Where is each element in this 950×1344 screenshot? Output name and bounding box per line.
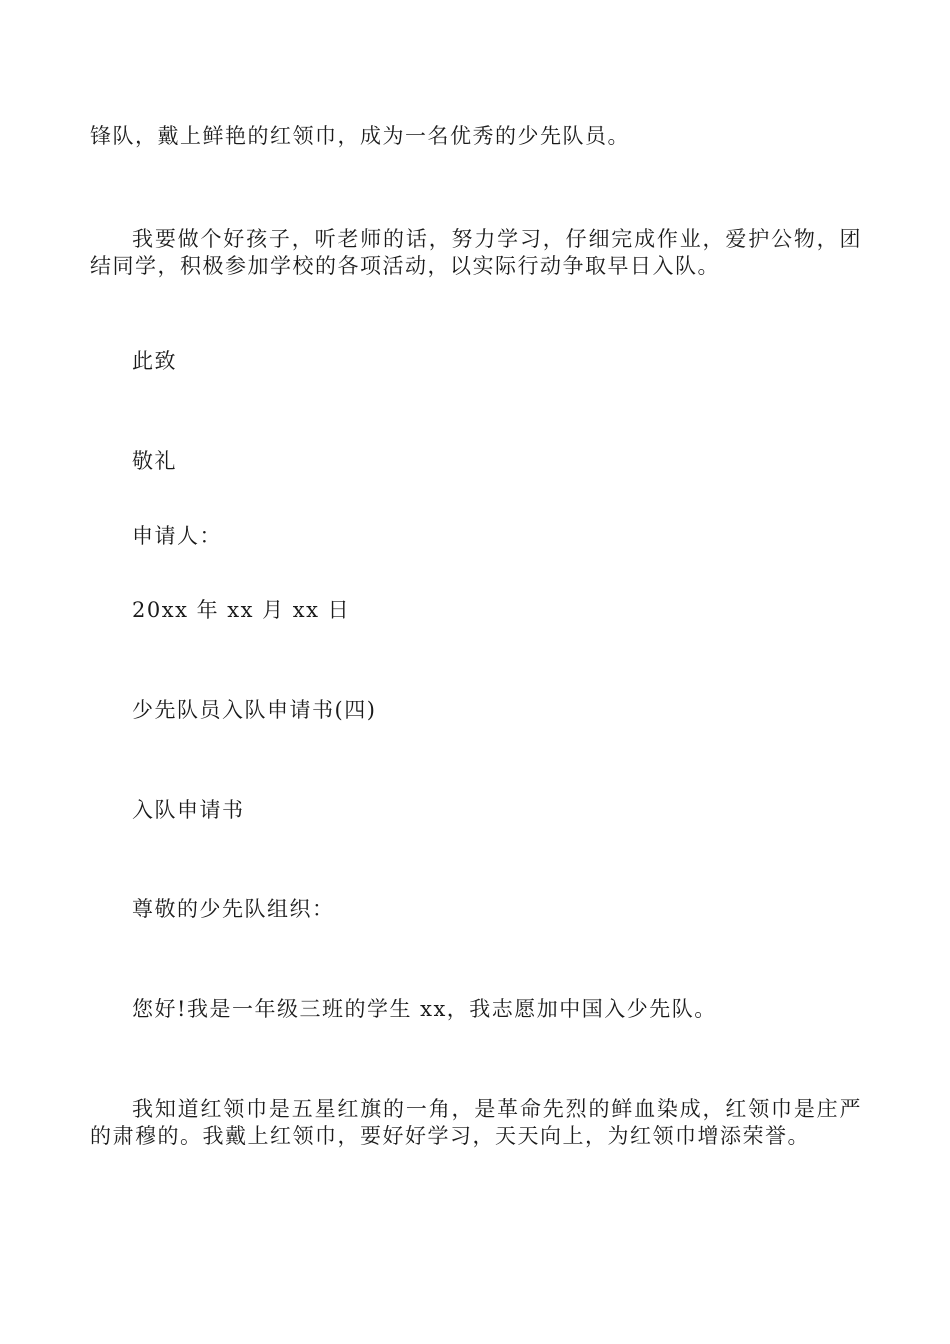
closing-cizhi: 此致 [132, 349, 177, 373]
salutation: 尊敬的少先队组织： [132, 897, 335, 921]
section-title: 少先队员入队申请书(四) [132, 698, 377, 722]
paragraph-greeting: 您好!我是一年级三班的学生 xx，我志愿加中国入少先队。 [132, 997, 717, 1021]
letter-title: 入队申请书 [132, 798, 245, 822]
closing-jingli: 敬礼 [132, 449, 177, 473]
date-line: 20xx 年 xx 月 xx 日 [132, 598, 351, 622]
applicant-label: 申请人： [132, 524, 222, 548]
paragraph-good-child: 我要做个好孩子，听老师的话，努力学习，仔细完成作业，爱护公物，团结同学，积极参加学校的各项活动，以实际行动争取早日入队。 [90, 227, 862, 278]
paragraph-red-scarf: 我知道红领巾是五星红旗的一角，是革命先烈的鲜血染成，红领巾是庄严的肃穆的。我戴上红领巾，要好好学习，天天向上，为红领巾增添荣誉。 [90, 1097, 862, 1148]
paragraph-continuation: 锋队，戴上鲜艳的红领巾，成为一名优秀的少先队员。 [90, 124, 630, 148]
